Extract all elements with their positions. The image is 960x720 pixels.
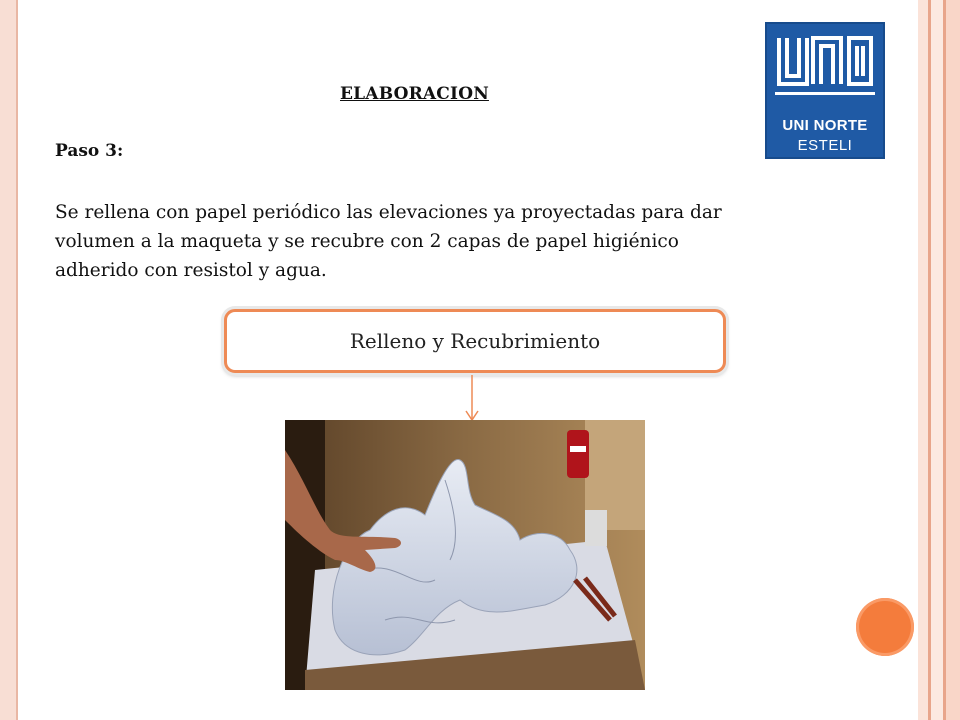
university-logo <box>765 22 885 159</box>
logo-text-line2: ESTELI <box>797 137 853 154</box>
arrow-down-icon <box>460 375 484 423</box>
decorative-circle <box>856 598 914 656</box>
process-box: Relleno y Recubrimiento <box>224 309 726 373</box>
model-photo <box>285 420 645 690</box>
step-description: Se rellena con papel periódico las elevaciones ya proyectadas para dar volumen a la maqueta y se recubre con 2 capas de papel higiénico adherido con resistol y agua. <box>55 202 722 281</box>
right-border-decoration <box>918 0 960 720</box>
section-heading: ELABORACION <box>340 84 489 104</box>
step-label: Paso 3: <box>55 141 124 161</box>
left-border-decoration <box>0 0 18 720</box>
logo-text-line1: UNI NORTE <box>782 117 868 134</box>
